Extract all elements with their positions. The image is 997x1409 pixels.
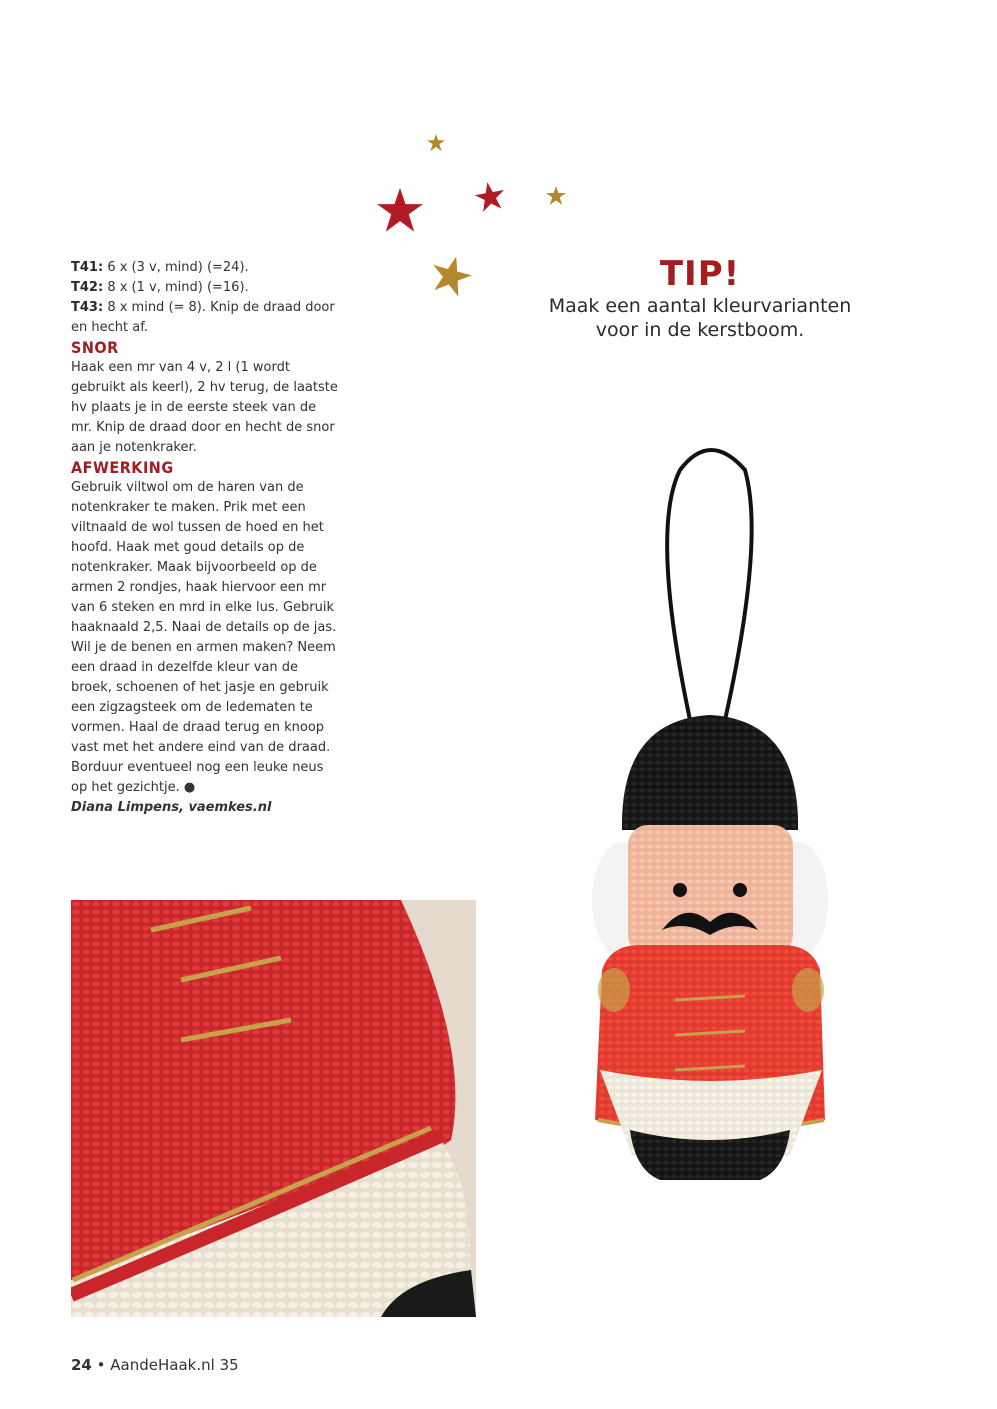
nutcracker-ornament-photo	[550, 430, 880, 1180]
gold-star-icon	[430, 256, 472, 296]
afwerking-heading: AFWERKING	[71, 458, 174, 477]
snor-heading: SNOR	[71, 338, 119, 357]
round-row: T41: 6 x (3 v, mind) (=24).	[71, 260, 249, 275]
gold-star-icon	[546, 186, 566, 206]
tip-text: Maak een aantal kleurvarianten voor in de kerstboom.	[548, 295, 852, 341]
tip-title: TIP!	[659, 254, 741, 294]
footer-bullet: •	[96, 1356, 106, 1374]
snor-body: Haak een mr van 4 v, 2 l (1 wordt gebruikt als keerl), 2 hv terug, de laatste hv plaats je in de eerste steek van de mr. Knip de draad door en hecht de snor aan je notenkraker.	[71, 360, 338, 455]
gold-star-icon	[427, 134, 445, 152]
author-credit: Diana Limpens, vaemkes.nl	[71, 800, 272, 815]
page-footer	[71, 1356, 239, 1374]
crochet-closeup-photo	[71, 900, 476, 1317]
afwerking-body: Gebruik viltwol om de haren van de notenkraker te maken. Prik met een viltnaald de wol tussen de hoed en het hoofd. Haak met goud details op de notenkraker. Maak bijvoorbeeld op de armen 2 rondjes, haak hiervoor een mr van 6 steken en mrd in elke lus. Gebruik haaknaald 2,5. Naai de details op de jas. Wil je de benen en armen maken? Neem een draad in dezelfde kleur van de broek, schoenen of het jasje en gebruik een zigzagsteek om de ledematen te vormen. Haal de draad terug en knoop vast met het andere eind van de draad. Borduur eventueel nog een leuke neus op het gezichtje. ●	[71, 480, 337, 795]
pattern-text	[71, 258, 341, 818]
round-row: T43: 8 x mind (= 8). Knip de draad door en hecht af.	[71, 300, 335, 335]
round-row: T42: 8 x (1 v, mind) (=16).	[71, 280, 249, 295]
page-number: 24	[71, 1356, 92, 1374]
red-star-icon	[475, 182, 505, 212]
magazine-name: AandeHaak.nl 35	[110, 1356, 239, 1374]
red-star-icon	[376, 188, 424, 234]
